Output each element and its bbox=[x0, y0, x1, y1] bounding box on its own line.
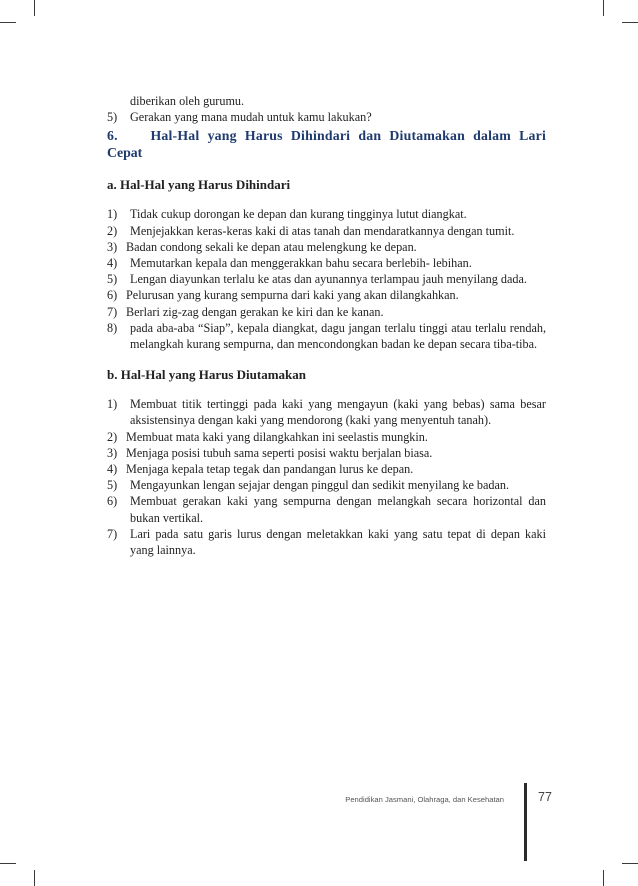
subheading-prioritize: b. Hal-Hal yang Harus Diutamakan bbox=[107, 367, 307, 383]
crop-mark bbox=[0, 22, 16, 23]
list-item-text: Membuat mata kaki yang dilangkahkan ini seelastis mungkin. bbox=[126, 429, 428, 444]
list-item-number: 5) bbox=[107, 478, 118, 493]
list-item bbox=[107, 429, 546, 445]
list-item-number: 4) bbox=[107, 462, 118, 477]
page-body bbox=[107, 93, 546, 558]
list-item-text: Berlari zig-zag dengan gerakan ke kiri dan ke kanan. bbox=[126, 304, 384, 319]
list-item-number: 5) bbox=[107, 272, 118, 287]
prioritize-list bbox=[107, 396, 546, 558]
footer-divider bbox=[524, 783, 527, 861]
list-item-number: 1) bbox=[107, 207, 118, 222]
continuation-text: diberikan oleh gurumu. bbox=[130, 94, 245, 108]
list-item-number: 7) bbox=[107, 304, 118, 319]
question-5-number: 5) bbox=[107, 110, 118, 125]
list-item bbox=[107, 255, 546, 271]
section-heading bbox=[107, 127, 546, 144]
list-item-number: 6) bbox=[107, 288, 118, 303]
list-item bbox=[107, 493, 546, 525]
list-item-number: 3) bbox=[107, 239, 118, 254]
crop-mark bbox=[603, 870, 604, 886]
list-item-text: Lengan diayunkan terlalu ke atas dan ayunannya terlampau jauh menyilang dada. bbox=[130, 272, 527, 287]
footer-book-title: Pendidikan Jasmani, Olahraga, dan Kesehatan bbox=[345, 795, 504, 804]
list-item-number: 8) bbox=[107, 320, 118, 335]
list-item-text: Membuat titik tertinggi pada kaki yang mengayun (kaki yang bebas) sama besar aksistensinya dengan kaki yang mendorong (kaki yang menyentuh tanah). bbox=[130, 397, 546, 428]
list-item-text: Pelurusan yang kurang sempurna dari kaki yang akan dilangkahkan. bbox=[126, 288, 459, 303]
list-item-text: Badan condong sekali ke depan atau melengkung ke depan. bbox=[126, 239, 417, 254]
subheading-avoid: a. Hal-Hal yang Harus Dihindari bbox=[107, 177, 291, 193]
crop-mark bbox=[622, 863, 638, 864]
crop-mark bbox=[603, 0, 604, 16]
list-item bbox=[107, 239, 546, 255]
list-item-number: 3) bbox=[107, 445, 118, 460]
list-item bbox=[107, 445, 546, 461]
list-item-number: 4) bbox=[107, 256, 118, 271]
list-item bbox=[107, 271, 546, 287]
list-item-text: Menjaga posisi tubuh sama seperti posisi waktu berjalan biasa. bbox=[126, 445, 433, 460]
list-item-number: 7) bbox=[107, 526, 118, 541]
list-item-text: Mengayunkan lengan sejajar dengan pinggul dan sedikit menyilang ke badan. bbox=[130, 478, 510, 493]
question-5-text: Gerakan yang mana mudah untuk kamu lakukan? bbox=[130, 110, 372, 125]
question-5 bbox=[107, 109, 546, 125]
list-item bbox=[107, 396, 546, 428]
crop-mark bbox=[0, 863, 16, 864]
section-title-line1: Hal-Hal yang Harus Dihindari dan Diutamakan dalam Lari bbox=[150, 128, 546, 144]
list-item bbox=[107, 461, 546, 477]
list-item-number: 1) bbox=[107, 397, 118, 412]
page-number: 77 bbox=[538, 790, 552, 804]
list-item-text: pada aba-aba “Siap”, kepala diangkat, dagu jangan terlalu tinggi atau terlalu rendah, melangkah kurang sempurna, dan mencondongkan badan ke depan secara tiba-tiba. bbox=[130, 320, 546, 352]
list-item bbox=[107, 287, 546, 303]
crop-mark bbox=[34, 0, 35, 16]
section-number: 6. bbox=[107, 128, 118, 144]
list-item-text: Tidak cukup dorongan ke depan dan kurang tingginya lutut diangkat. bbox=[130, 207, 467, 222]
list-item-text: Membuat gerakan kaki yang sempurna dengan melangkah secara horizontal dan bukan vertikal. bbox=[130, 494, 546, 525]
avoid-list bbox=[107, 206, 546, 352]
list-item bbox=[107, 206, 546, 222]
list-item bbox=[107, 320, 546, 352]
list-item-number: 2) bbox=[107, 223, 118, 238]
list-item-text: Memutarkan kepala dan menggerakkan bahu secara berlebih- lebihan. bbox=[130, 256, 472, 271]
crop-mark bbox=[34, 870, 35, 886]
crop-mark bbox=[622, 22, 638, 23]
list-item bbox=[107, 477, 546, 493]
list-item-number: 6) bbox=[107, 494, 118, 509]
list-item-text: Menjaga kepala tetap tegak dan pandangan lurus ke depan. bbox=[126, 462, 414, 477]
list-item bbox=[107, 223, 546, 239]
list-item bbox=[107, 526, 546, 558]
list-item-number: 2) bbox=[107, 429, 118, 444]
list-item-text: Menjejakkan keras-keras kaki di atas tanah dan mendaratkannya dengan tumit. bbox=[130, 223, 515, 238]
list-item bbox=[107, 304, 546, 320]
section-title-line2: Cepat bbox=[107, 145, 143, 161]
list-item-text: Lari pada satu garis lurus dengan meletakkan kaki yang satu tepat di depan kaki yang lainnya. bbox=[130, 526, 546, 558]
